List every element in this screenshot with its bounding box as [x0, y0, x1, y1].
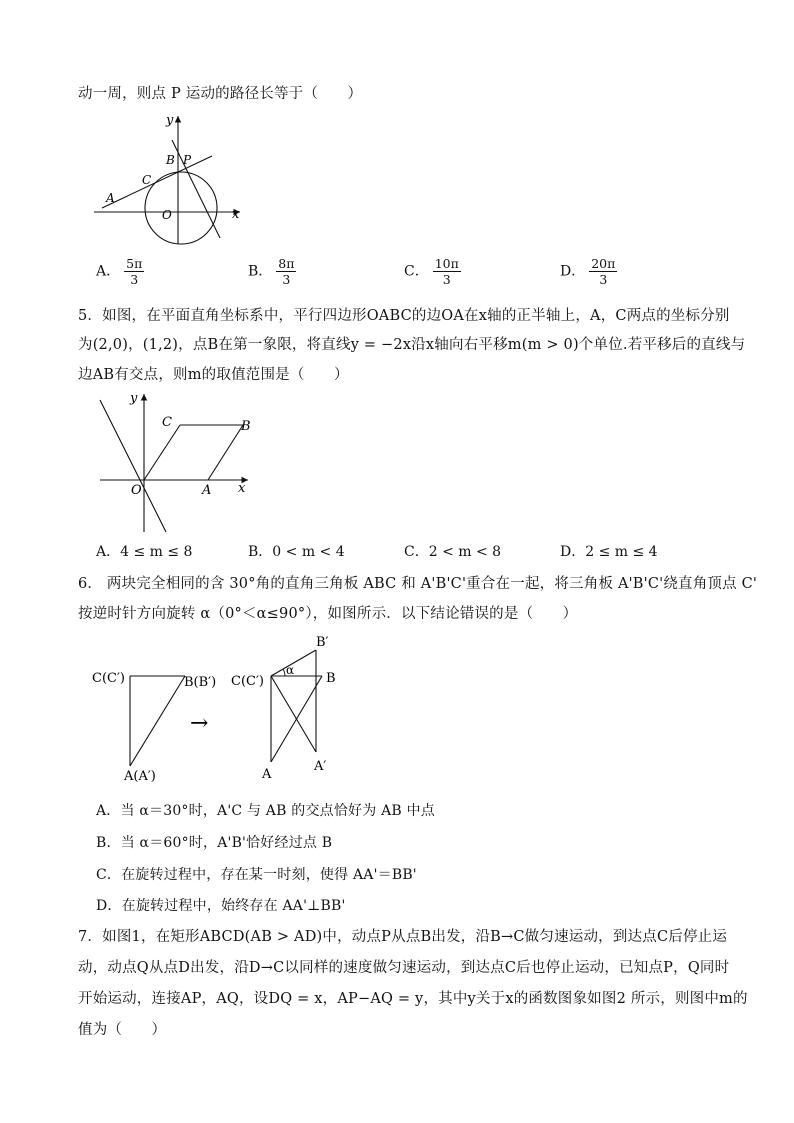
q4-option-a[interactable]: A． $\frac{5\pi}{3}$ [96, 256, 143, 287]
q7-stem-line3: 开始运动，连接AP，AQ，设DQ = x，AP−AQ = y，其中y关于x的函数图象如图2 所示，则图中m的 [78, 991, 748, 1007]
q6-option-b[interactable]: B．当 α＝60°时，A'B'恰好经过点 B [96, 835, 333, 851]
q5-stem-line1: 5．如图，在平面直角坐标系中，平行四边形OABC的边OA在x轴的正半轴上，A，C两点的坐标分别 [78, 308, 730, 324]
q6-figure [90, 630, 380, 785]
q6-option-c[interactable]: C．在旋转过程中，存在某一时刻，使得 AA'＝BB' [96, 867, 417, 883]
q5-label-x: x [238, 481, 246, 496]
q6-label-left-B: B(B′) [184, 675, 217, 690]
q4-label-P: P [183, 153, 192, 167]
q5-option-b[interactable]: B．0 < m < 4 [248, 544, 345, 560]
q4-label-y: y [166, 113, 174, 128]
q4-figure [92, 112, 252, 252]
q6-label-right-A: A [262, 767, 272, 782]
q7-stem-line2: 动，动点Q从点D出发，沿D→C以同样的速度做匀速运动，到达点C后也停止运动，已知点P，Q同时 [78, 960, 730, 976]
q4-label-x: x [232, 207, 240, 222]
q6-option-a[interactable]: A．当 α＝30°时，A'C 与 AB 的交点恰好为 AB 中点 [96, 803, 435, 819]
q6-label-right-C: C(C′) [231, 674, 264, 689]
q5-option-d[interactable]: D．2 ≤ m ≤ 4 [560, 544, 658, 560]
q4-stem-tail: 动一周，则点 P 运动的路径长等于（ ） [78, 86, 363, 102]
q4-options [96, 256, 736, 292]
q6-option-d[interactable]: D．在旋转过程中，始终存在 AA'⊥BB' [96, 898, 346, 914]
q4-label-B: B [166, 153, 175, 167]
q5-stem-line3: 边AB有交点，则m的取值范围是（ ） [78, 367, 349, 383]
q5-option-a[interactable]: A．4 ≤ m ≤ 8 [96, 544, 193, 560]
q5-label-y: y [130, 391, 138, 406]
q4-option-c[interactable]: C． $\frac{10\pi}{3}$ [404, 256, 459, 287]
q4-option-b[interactable]: B． $\frac{8\pi}{3}$ [248, 256, 295, 287]
q5-label-C: C [162, 415, 172, 430]
q6-label-right-A1: A′ [314, 759, 327, 774]
q4-label-O: O [162, 208, 172, 222]
q5-stem-line2: 为(2,0)，(1,2)，点B在第一象限，将直线y = −2x沿x轴向右平移m(m > 0)个单位.若平移后的直线与 [78, 337, 746, 353]
q4-label-C: C [142, 173, 152, 187]
q5-option-c[interactable]: C．2 < m < 8 [404, 544, 502, 560]
q5-label-A: A [202, 483, 212, 498]
q6-label-left-A: A(A′) [124, 769, 156, 784]
q6-label-left-C: C(C′) [92, 671, 125, 686]
q6-stem-line2: 按逆时针方向旋转 α（0°＜α≤90°），如图所示．以下结论错误的是（ ） [78, 606, 578, 622]
q6-arrow: → [190, 711, 209, 736]
q4-option-d[interactable]: D． $\frac{20\pi}{3}$ [560, 256, 616, 287]
q7-stem-line4: 值为（ ） [78, 1022, 167, 1038]
q6-label-alpha: α [286, 663, 295, 677]
q5-label-B: B [241, 419, 251, 434]
q6-label-right-B1: B′ [316, 635, 329, 650]
q6-stem-line1: 6． 两块完全相同的含 30°角的直角三角板 ABC 和 A'B'C'重合在一起，将三角板 A'B'C'绕直角顶点 C' [78, 576, 758, 592]
q5-label-O: O [131, 483, 142, 498]
q4-label-A: A [106, 191, 115, 205]
q7-stem-line1: 7．如图1，在矩形ABCD(AB > AD)中，动点P从点B出发，沿B→C做匀速运动，到达点C后停止运 [78, 929, 728, 945]
q5-options [96, 541, 736, 561]
q5-figure [98, 390, 258, 535]
q6-label-right-B: B [326, 671, 336, 686]
